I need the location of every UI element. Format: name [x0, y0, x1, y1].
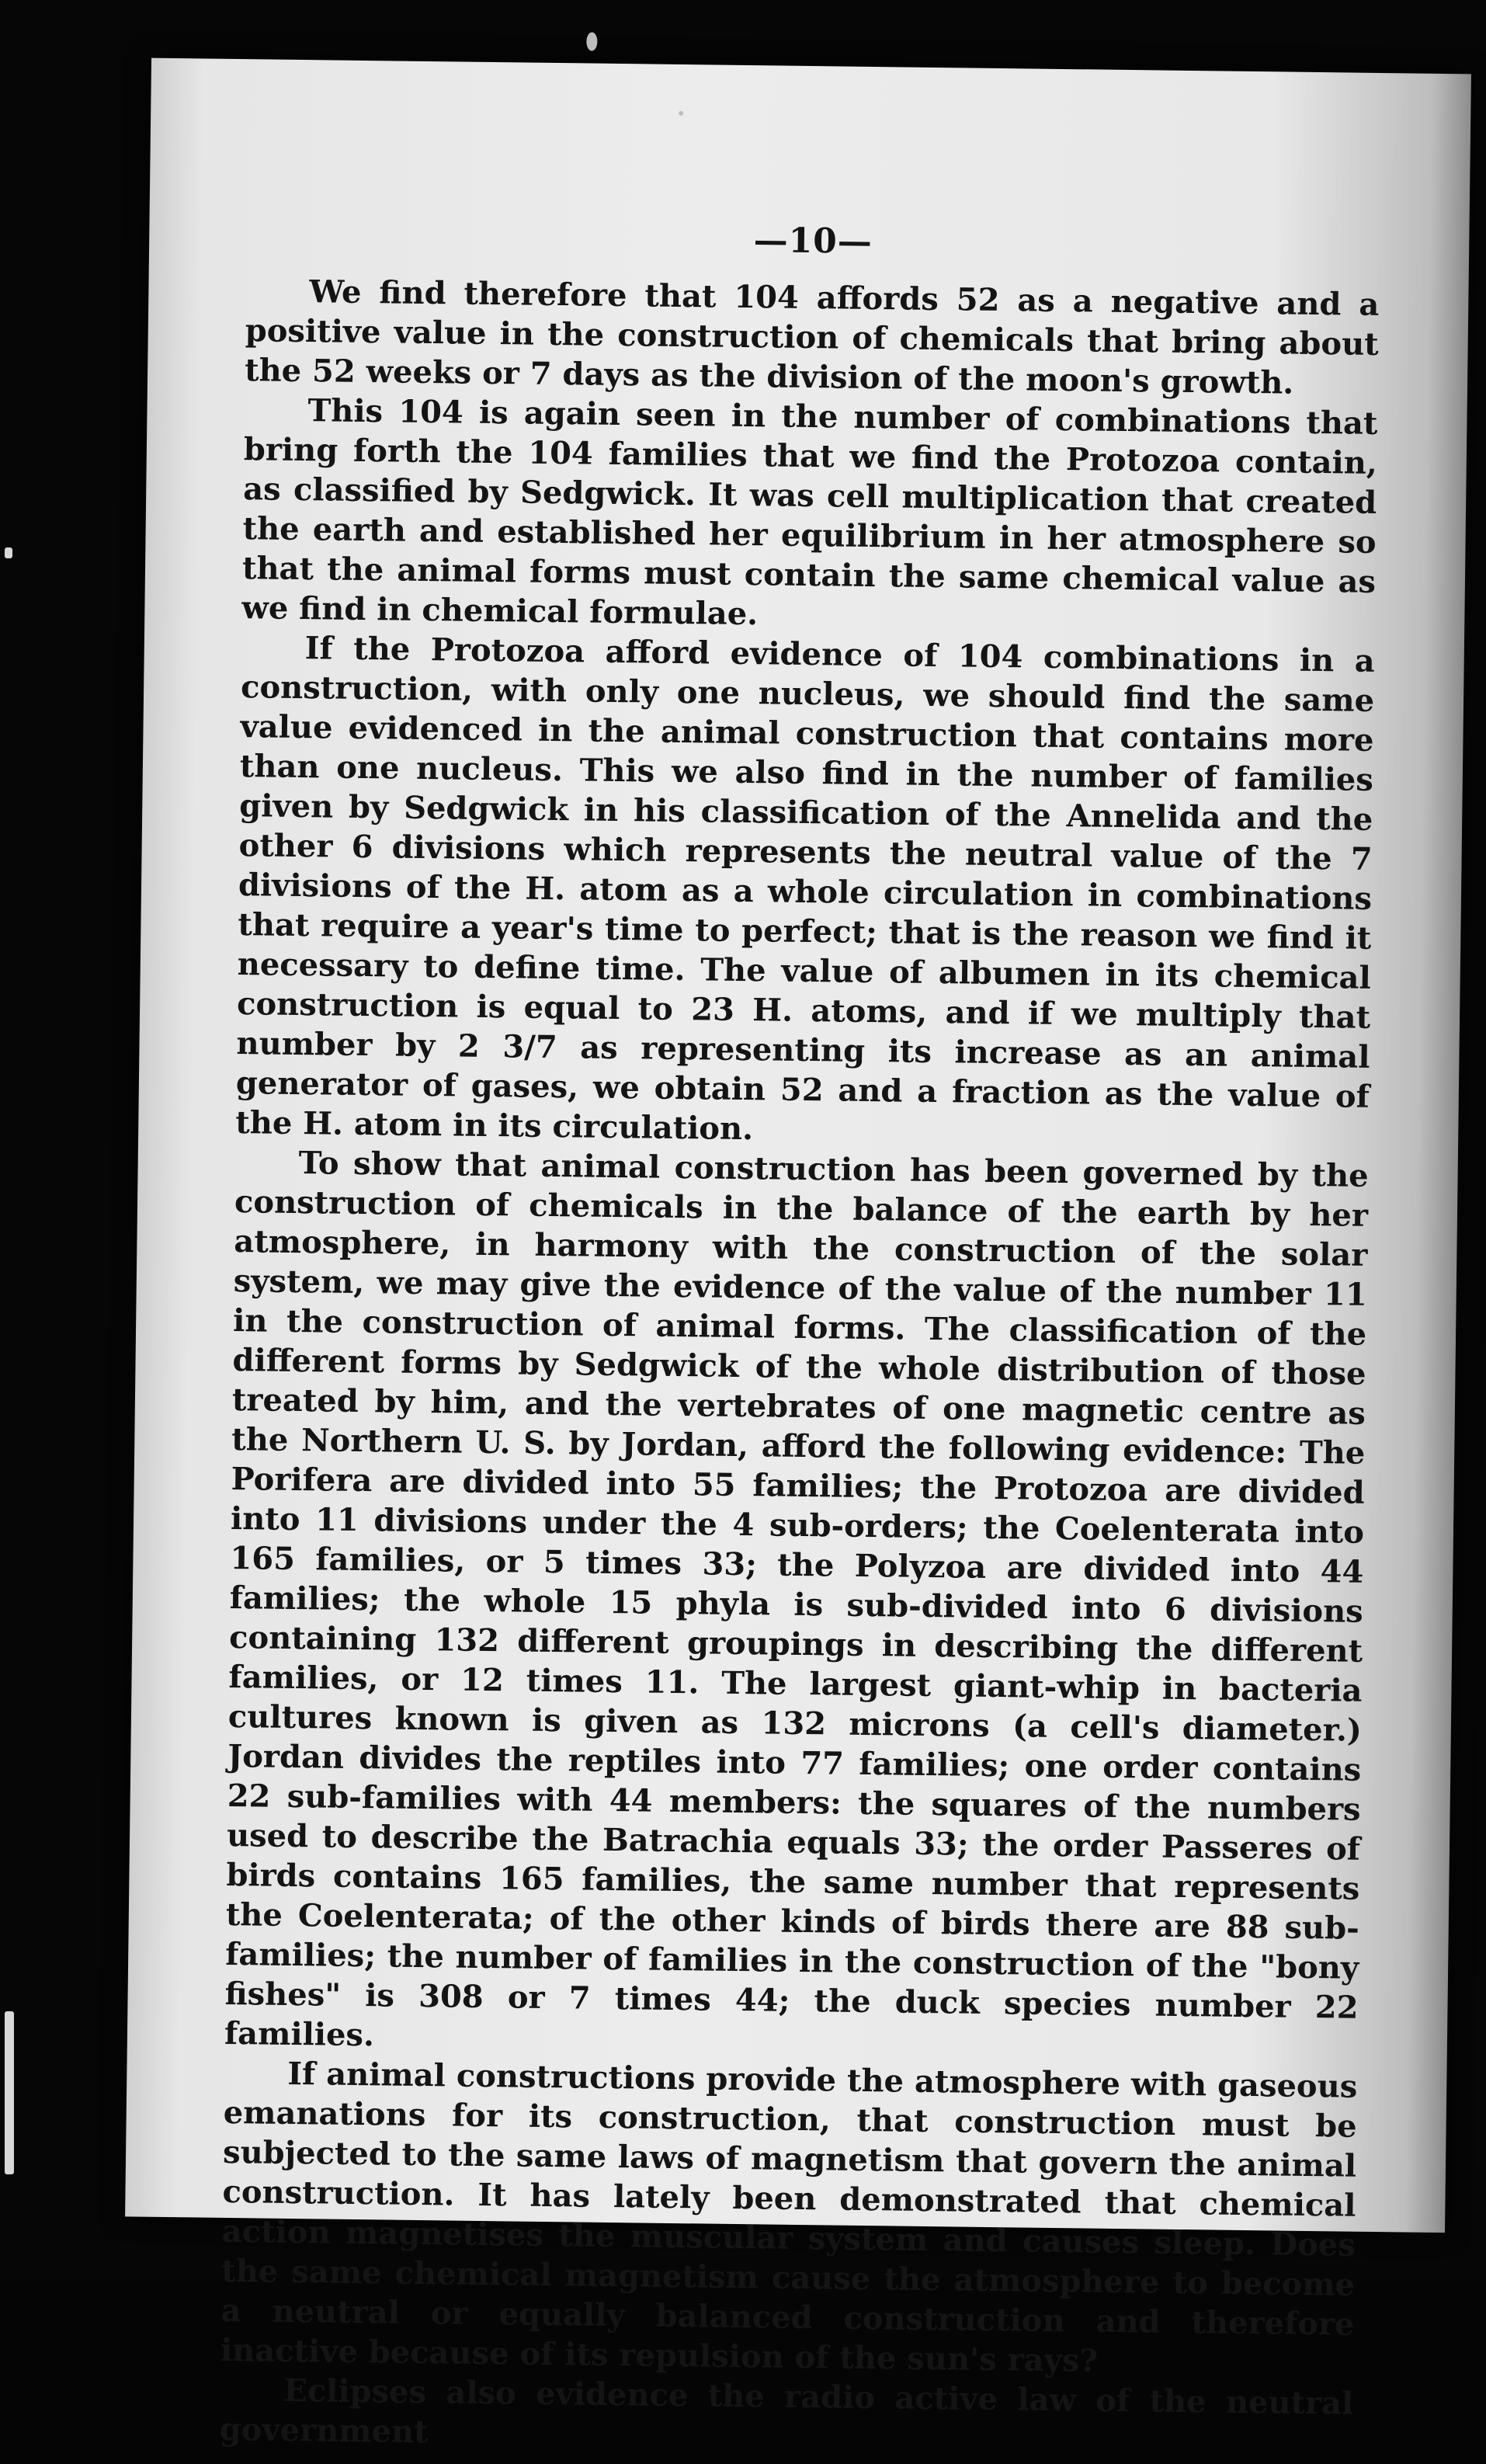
page-speck	[679, 111, 683, 116]
edge-strip	[5, 2011, 14, 2174]
page-number: —10—	[753, 221, 873, 262]
paragraph-1: We find therefore that 104 affords 52 as a negative and a positive value in the construction of chemicals that bring about the 52 weeks or 7 days as the division of the moon's growth.	[244, 273, 1380, 401]
paragraph-6: Eclipses also evidence the radio active law of the neutral government	[219, 2372, 1354, 2451]
page-text-block	[219, 214, 1380, 2463]
paragraph-3: If the Protozoa afford evidence of 104 combinations in a construction, with only one nucleus, we should find the same value evidenced in the animal construction that contains more than one nucleus. This we also find in the number of families given by Sedgwick in his classification of the Annelida and the other 6 divisions which represents the neutral value of the 7 divisions of the H. atom as a whole circulation in combinations that require a year's time to perfect; that is the reason we find it necessary to define time. The value of albumen in its chemical construction is equal to 23 H. atoms, and if we multiply that number by 2 3/7 as representing its increase as an animal generator of gases, we obtain 52 and a fraction as the value of the H. atom in its circulation.	[235, 630, 1375, 1148]
paragraph-5: If animal constructions provide the atmosphere with gaseous emanations for its construction, that construction must be subjected to the same laws of magnetism that govern the animal construction. It has lately been demonstrated that chemical action magnetises the muscular system and causes sleep. Does the same chemical magnetism cause the atmosphere to become a neutral or equally balanced construction and therefore inactive because of its repulsion of the sun's rays?	[220, 2055, 1358, 2379]
edge-speck	[5, 547, 12, 558]
page-speck	[586, 32, 597, 50]
paragraph-2: This 104 is again seen in the number of combinations that bring forth the 104 families that we find the Protozoa contain, as classified by Sedgwick. It was cell multiplication that created the earth and established her equilibrium in her atmosphere so that the animal forms must contain the same chemical value as we find in chemical formulae.	[241, 392, 1378, 633]
book-page	[125, 58, 1471, 2451]
paragraph-4: To show that animal construction has been governed by the construction of chemicals in the balance of the earth by her atmosphere, in harmony with the construction of the solar system, we may give the evidence of the value of the number 11 in the construction of animal forms. The classification of the different forms by Sedgwick of the whole distribution of those treated by him, and the vertebrates of one magnetic centre as the Northern U. S. by Jordan, afford the following evidence: The Porifera are divided into 55 families; the Protozoa are divided into 11 divisions under the 4 sub-orders; the Coelenterata into 165 families, or 5 times 33; the Polyzoa are divided into 44 families; the whole 15 phyla is sub-divided into 6 divisions containing 132 different groupings in describing the different families, or 12 times 11. The largest giant-whip in bacteria cultures known is given as 132 microns (a cell's diameter.) Jordan divides the reptiles into 77 families; one order contains 22 sub-families with 44 members: the squares of the numbers used to describe the Batrachia equals 33; the order Passeres of birds contains 165 families, the same number that represents the Coelenterata; of the other kinds of birds there are 88 sub-families; the number of families in the construction of the "bony fishes" is 308 or 7 times 44; the duck species number 22 families.	[224, 1145, 1369, 2054]
